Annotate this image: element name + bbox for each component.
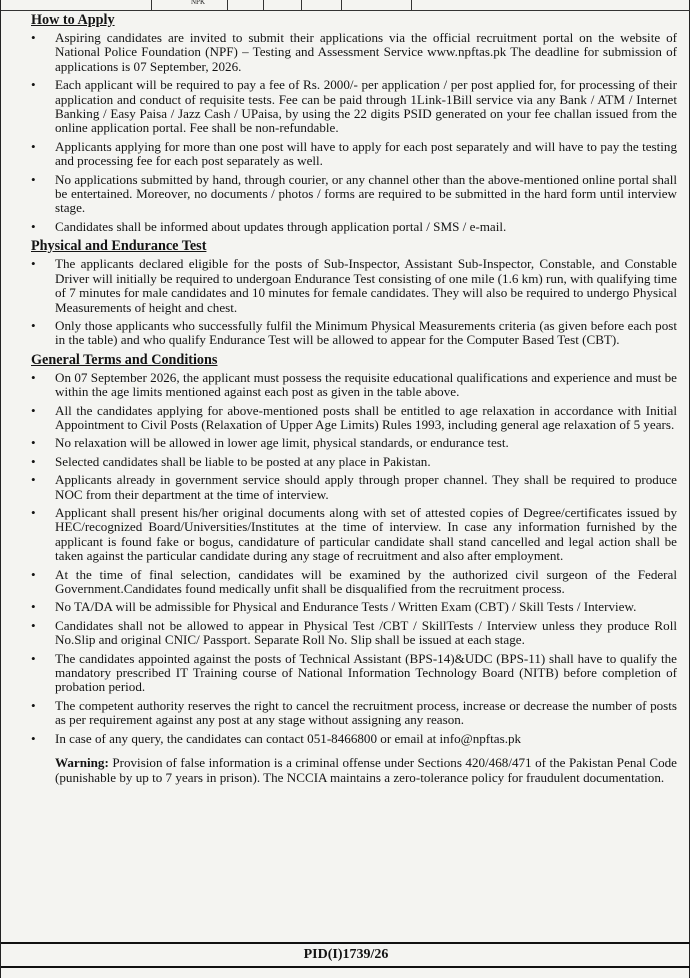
list-item: [31, 473, 677, 502]
how-to-apply-heading: How to Apply: [31, 12, 115, 28]
bullet-icon: •: [31, 650, 36, 666]
bullet-icon: •: [31, 730, 36, 746]
table-cell-divider: [151, 0, 152, 10]
bullet-icon: •: [31, 171, 36, 187]
table-cell-divider: [301, 0, 302, 10]
physical-test-list: [31, 257, 677, 347]
warning-label: Warning:: [55, 755, 109, 771]
list-item-text: Applicants applying for more than one post will have to apply for each post separately and will have to pay the testing and processing fee for each post separately as well.: [55, 138, 677, 169]
list-item: [31, 31, 677, 74]
main-content: [1, 12, 690, 785]
pid-number: PID(I)1739/26: [303, 947, 389, 962]
list-item: [31, 371, 677, 400]
list-item-text: All the candidates applying for above-mentioned posts shall be entitled to age relaxation in accordance with Initial Appointment to Civil Posts (Relaxation of Upper Age Limits) Rules 1993, including general age relaxation of 5 years.: [55, 402, 677, 432]
list-item-text: In case of any query, the candidates can contact 051-8466800 or email at info@npftas.pk: [55, 730, 522, 746]
bullet-icon: •: [31, 453, 36, 469]
bullet-icon: •: [31, 697, 36, 713]
bullet-icon: •: [31, 218, 36, 234]
bullet-icon: •: [31, 30, 36, 45]
list-item-text: Selected candidates shall be liable to be posted at any place in Pakistan.: [55, 453, 431, 469]
physical-test-heading: Physical and Endurance Test: [31, 238, 207, 255]
list-item: [31, 732, 677, 746]
list-item-text: Candidates shall be informed about updates through application portal / SMS / e-mail.: [55, 218, 507, 234]
list-item-text: Aspiring candidates are invited to submit their applications via the official recruitment portal on the website of National Police Foundation (NPF) – Testing and Assessment Service www.npftas.pk The deadline for submission of applications is 07 September, 2026.: [55, 30, 677, 74]
list-item-text: Applicants already in government service should apply through proper channel. They shall be required to produce NOC from their department at the time of interview.: [55, 472, 677, 502]
bullet-icon: •: [31, 472, 36, 488]
list-item-text: No applications submitted by hand, through courier, or any channel other than the above-mentioned online portal shall be entertained. Moreover, no documents / photos / forms are required to be submitted in the hard form until interview stage.: [55, 171, 677, 216]
list-item-text: Only those applicants who successfully fulfil the Minimum Physical Measurements criteria (as given before each post in the table) and who qualify Endurance Test will be allowed to appear for the Computer Based Test (CBT).: [55, 317, 677, 348]
bullet-icon: •: [31, 435, 36, 451]
list-item: [31, 436, 677, 450]
list-item: [31, 568, 677, 597]
list-item-text: The applicants declared eligible for the posts of Sub-Inspector, Assistant Sub-Inspector, Constable, and Constable Driver will initially be required to undergoan Endurance Test consisting of one mile (1.6 km) run, with qualifying time of 7 minutes for male candidates and 10 minutes for female candidates. They will also be required to undergo Physical Measurements of height and chest.: [55, 256, 677, 315]
list-item-text: Each applicant will be required to pay a fee of Rs. 2000/- per application / per post applied for, for processing of their application and conduct of requisite tests. Fee can be paid through 1Link-1Bill service via any Bank / ATM / Internet Banking / Easy Paisa / Jazz Cash / UPaisa, by using the 22 digits PSID generated on your fee challan issued from the online application portal. Fee shall be non-refundable.: [55, 77, 677, 136]
list-item-text: At the time of final selection, candidates will be examined by the authorized civil surgeon of the Federal Government.Candidates found medically unfit shall be disqualified from the recruitment process.: [55, 566, 677, 596]
list-item: [31, 173, 677, 216]
list-item: [31, 257, 677, 315]
general-terms-list: [31, 371, 677, 746]
bullet-icon: •: [31, 138, 36, 154]
list-item: [31, 600, 677, 614]
general-terms-heading: General Terms and Conditions: [31, 351, 218, 368]
table-cell-divider: [263, 0, 264, 10]
list-item: [31, 699, 677, 728]
list-item: [31, 506, 677, 564]
bullet-icon: •: [31, 256, 36, 272]
table-bottom-strip: [1, 0, 690, 11]
list-item: [31, 319, 677, 348]
bullet-icon: •: [31, 402, 36, 418]
how-to-apply-list: [31, 31, 677, 234]
list-item-text: The competent authority reserves the right to cancel the recruitment process, increase or decrease the number of posts as per requirement against any post at any stage without assigning any reason.: [55, 697, 677, 728]
bullet-icon: •: [31, 504, 36, 520]
table-cell-divider: [227, 0, 228, 10]
list-item: [31, 455, 677, 469]
list-item-text: The candidates appointed against the posts of Technical Assistant (BPS-14)&UDC (BPS-11) shall have to qualify the mandatory prescribed IT Training course of National Information Technology Board (NITB) before completion of probation period.: [55, 650, 677, 695]
list-item-text: On 07 September 2026, the applicant must possess the requisite educational qualifications and experience and must be within the age limits mentioned against each post as given in the table above.: [55, 369, 677, 400]
list-item: [31, 78, 677, 136]
warning-text: Provision of false information is a criminal offense under Sections 420/468/471 of the Pakistan Penal Code (punishable by up to 7 years in prison). The NCCIA maintains a zero-tolerance policy for fraudulent documentation.: [55, 755, 677, 785]
bullet-icon: •: [31, 77, 36, 93]
bullet-icon: •: [31, 566, 36, 582]
list-item: [31, 652, 677, 695]
bullet-icon: •: [31, 317, 36, 333]
table-cell-divider: [411, 0, 412, 10]
list-item-text: Candidates shall not be allowed to appear in Physical Test /CBT / SkillTests / Interview unless they produce Roll No.Slip and original CNIC/ Passport. Separate Roll No. Slip shall be issued at each stage.: [55, 617, 677, 648]
table-cell-divider: [341, 0, 342, 10]
table-cell-text: NPK: [191, 0, 206, 6]
pid-footer: [1, 942, 690, 968]
bullet-icon: •: [31, 369, 36, 385]
list-item: [31, 220, 677, 234]
list-item-text: No TA/DA will be admissible for Physical and Endurance Tests / Written Exam (CBT) / Skill Tests / Interview.: [55, 599, 637, 615]
list-item-text: No relaxation will be allowed in lower age limit, physical standards, or endurance test.: [55, 435, 509, 451]
list-item: [31, 619, 677, 648]
list-item-text: Applicant shall present his/her original documents along with set of attested copies of Degree/certificates issued by HEC/recognized Board/Universities/Institutes at the time of interview. In case any information furnished by the applicant is found fake or bogus, candidature of particular candidate shall stand cancelled and legal action shall be taken against the particular candidate during any stage of recruitment and also after employment.: [55, 504, 677, 564]
bullet-icon: •: [31, 599, 36, 615]
list-item: [31, 404, 677, 433]
list-item: [31, 140, 677, 169]
warning-notice: [55, 756, 677, 785]
bullet-icon: •: [31, 617, 36, 633]
